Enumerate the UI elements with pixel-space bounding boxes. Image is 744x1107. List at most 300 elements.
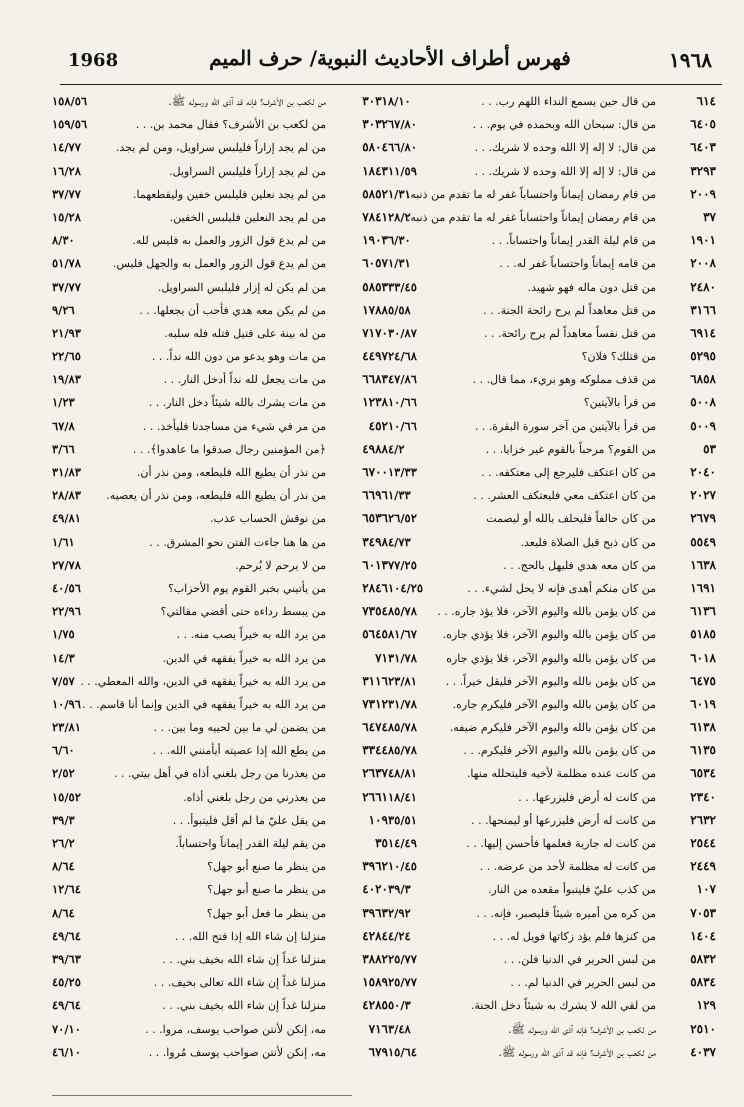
entry-text: من كان يؤمن بالله واليوم الآخر، فلا يؤذ جاره. . . bbox=[437, 605, 656, 619]
entry-number: ٧٠٥٣ bbox=[690, 905, 716, 920]
entry-reference: ٤/٢ bbox=[388, 441, 405, 456]
entry-number: ٢٥١٠ bbox=[690, 1021, 716, 1036]
entry-reference: ١٨/٤١ bbox=[388, 789, 417, 804]
index-entry bbox=[52, 1018, 388, 1041]
entry-number: ٦١٣٨ bbox=[690, 720, 716, 735]
entry-reference: ٨٥/٧٨ bbox=[388, 604, 417, 619]
index-entry bbox=[52, 415, 388, 438]
entry-reference: ١٠/٩٦ bbox=[52, 696, 81, 711]
entry-text: من كذب عليّ فليتبوأ مقعده من النار. bbox=[487, 883, 656, 897]
entry-reference: ٢٤/٦٨ bbox=[388, 349, 417, 364]
entry-number: ٤٩٨٨ bbox=[362, 441, 388, 456]
entry-text: من قرأ بالآيتين من آخر سورة البقرة. . . bbox=[474, 419, 656, 433]
index-entry bbox=[380, 577, 716, 600]
entry-number: ٤٢٨٤ bbox=[362, 928, 388, 943]
index-entry bbox=[380, 716, 716, 739]
entry-number: ٥٠٠٨ bbox=[690, 395, 716, 410]
entry-text: من له بينة على قتيل قتله فله سلبه. bbox=[164, 326, 326, 340]
entry-reference: ١٥٩/٥٦ bbox=[52, 117, 88, 132]
entry-reference: ٣/٦٦ bbox=[52, 441, 75, 456]
entry-reference: ١٤/٤٩ bbox=[388, 836, 417, 850]
index-entry bbox=[52, 925, 388, 948]
entry-number: ٥٨٥٣ bbox=[362, 279, 388, 294]
entry-reference: ٤٠/٥٦ bbox=[52, 580, 81, 595]
entry-text: من قتل دون ماله فهو شهيد. bbox=[527, 280, 656, 294]
index-entry bbox=[52, 531, 388, 554]
index-entry bbox=[52, 832, 388, 855]
entry-number: ١٦٣٨ bbox=[690, 557, 716, 572]
page-number-latin: 1968 bbox=[68, 50, 119, 71]
entry-reference: ٤٩/٨١ bbox=[52, 511, 81, 526]
index-entry bbox=[52, 160, 388, 183]
entry-text: من قتل معاهداً لم يرح رائحة الجنة. . . bbox=[483, 303, 656, 317]
entry-number: ٦١٤ bbox=[696, 94, 716, 108]
entry-reference: ٣١/٨٣ bbox=[52, 465, 81, 479]
entry-number: ١٠٧ bbox=[696, 882, 716, 897]
index-entry bbox=[380, 438, 716, 461]
entry-reference: ٤٨/٨١ bbox=[388, 766, 417, 781]
entry-text: من مات وهو يدعو من دون الله نداً. . . bbox=[151, 350, 326, 364]
entry-text: من مات يشرك بالله شيئاً دخل النار. . . bbox=[148, 396, 326, 410]
entry-reference: ١٥/٢٨ bbox=[52, 209, 81, 224]
index-entry bbox=[52, 461, 388, 484]
entry-number: ٦٠١٣ bbox=[362, 557, 388, 572]
index-entry bbox=[380, 461, 716, 484]
right-column bbox=[380, 90, 716, 1064]
index-entry bbox=[52, 878, 388, 901]
entry-text: من يرد الله به خيراً يفقهه في الدين. bbox=[162, 651, 326, 665]
index-entry bbox=[380, 647, 716, 670]
index-entry bbox=[380, 252, 716, 275]
entry-reference: ٧٧/٢٥ bbox=[388, 557, 417, 572]
index-entry bbox=[380, 994, 716, 1017]
entry-text: من لقي الله لا يشرك به شيئاً دخل الجنة. bbox=[471, 999, 656, 1013]
entry-reference: ٥١/٧٨ bbox=[52, 256, 81, 271]
entry-reference: ٣٠/٨٧ bbox=[388, 325, 417, 340]
index-entry bbox=[52, 136, 388, 159]
entry-text: من قال: سبحان الله وبحمده في يوم. . . bbox=[472, 118, 656, 132]
entry-number: ٤٥٢ bbox=[368, 418, 388, 433]
index-entry bbox=[380, 276, 716, 299]
entry-number: ٦٤٠٥ bbox=[690, 117, 716, 132]
index-entry bbox=[52, 623, 388, 646]
entry-reference: ٢٥/٧٧ bbox=[388, 951, 417, 966]
entry-number: ٦٠٥٧ bbox=[362, 256, 388, 271]
index-entry bbox=[52, 647, 388, 670]
entry-text: من يبسط رداءه حتى أقضي مقالتي؟ bbox=[160, 605, 326, 619]
entry-text: من نذر أن يطيع الله فليطعه، ومن نذر أن يعصيه. bbox=[106, 489, 326, 503]
entry-text: من كان اعتكف معي فليعتكف العشر. . . bbox=[473, 489, 656, 503]
entry-reference: ٢٣/٨١ bbox=[388, 673, 417, 688]
entry-number: ٥٨٠٤ bbox=[362, 140, 388, 155]
entry-text: من قرأ بالآيتين؟ bbox=[583, 396, 656, 410]
index-entry bbox=[380, 322, 716, 345]
entry-number: ٢٤٤٩ bbox=[690, 859, 716, 874]
entry-reference: ٨٥/٧٨ bbox=[388, 720, 417, 735]
entry-reference: ٣/٤٨ bbox=[388, 1021, 411, 1036]
entry-reference: ٣١/٧٨ bbox=[388, 696, 417, 711]
entry-text: من كان حالفاً فليحلف بالله أو ليصمت bbox=[486, 512, 656, 526]
entry-number: ١٢٣٨ bbox=[362, 395, 388, 410]
index-entry bbox=[380, 762, 716, 785]
page-number-arabic: ١٩٦٨ bbox=[669, 48, 712, 72]
left-column bbox=[52, 90, 388, 1064]
index-entry bbox=[52, 670, 388, 693]
entry-number: ٥١٨٥ bbox=[690, 627, 716, 642]
entry-reference: ١/٣١ bbox=[388, 256, 411, 271]
index-entry bbox=[52, 577, 388, 600]
index-entry bbox=[52, 739, 388, 762]
entry-reference: ٧/٥٧ bbox=[52, 673, 75, 688]
entry-number: ٣٤٩٨ bbox=[362, 534, 388, 549]
entry-text: من لم يدع قول الزور والعمل به والجهل فليس. bbox=[113, 257, 326, 271]
index-entry bbox=[52, 600, 388, 623]
entry-number: ٧١٦ bbox=[368, 1021, 388, 1036]
entry-reference: ٨/٦٤ bbox=[52, 905, 75, 920]
entry-text: من قذف مملوكه وهو بريء، مما قال. . . bbox=[472, 373, 656, 387]
entry-text: منزلنا غداً إن شاء الله بخيف بني. . . bbox=[162, 952, 326, 966]
entry-text: من لبس الحرير في الدنيا لم. . . bbox=[510, 976, 656, 990]
entry-number: ١٨٤٣ bbox=[362, 163, 388, 178]
index-entry bbox=[52, 183, 388, 206]
entry-reference: ٢٣/٨١ bbox=[52, 720, 81, 735]
entry-number: ٤٠٣٧ bbox=[690, 1044, 716, 1059]
entry-reference: ٦٧/٨٠ bbox=[388, 117, 417, 132]
entry-text: منزلنا غداً إن شاء الله تعالى بخيف. . . bbox=[153, 976, 326, 990]
entry-text: من قامه إيماناً واحتساباً غفر له. . . bbox=[499, 257, 656, 271]
entry-text: من ينظر ما فعل أبو جهل؟ bbox=[206, 906, 326, 920]
entry-number: ٣٣٤٤ bbox=[362, 743, 388, 758]
entry-text: من لكعب بن الأشرف؟ فإنه قد آذى الله ورسوله ﷺ. bbox=[168, 95, 326, 108]
entry-number: ١٠٩ bbox=[368, 812, 388, 827]
index-entry bbox=[380, 623, 716, 646]
entry-text: من كان اعتكف فليرجع إلى معتكفه. . . bbox=[481, 466, 656, 479]
entry-text: من يأتيني بخبر القوم يوم الأحزاب؟ bbox=[167, 581, 326, 595]
entry-reference: ١١/٥٩ bbox=[388, 163, 417, 178]
entry-text: منزلنا إن شاء الله إذا فتح الله. . . bbox=[174, 929, 326, 943]
entry-text: من مر في شيء من مساجدنا فليأخذ. . . bbox=[142, 419, 326, 433]
entry-reference: ٤٩/٦٤ bbox=[52, 998, 81, 1013]
index-entry bbox=[52, 762, 388, 785]
entry-reference: ١٠/٦٦ bbox=[388, 418, 417, 433]
index-entry bbox=[380, 531, 716, 554]
entry-text: من ينظر ما صنع أبو جهل؟ bbox=[207, 860, 326, 874]
entry-number: ٢٥٤٤ bbox=[690, 836, 716, 850]
entry-number: ٦٧٩ bbox=[368, 1044, 388, 1059]
entry-reference: ٢٨/٨٣ bbox=[52, 488, 81, 503]
entry-number: ٤٠٢٠ bbox=[362, 882, 388, 897]
entry-number: ٥٣ bbox=[703, 441, 716, 456]
entry-reference: ١٠٤/٢٥ bbox=[388, 580, 424, 595]
index-entry bbox=[380, 507, 716, 530]
index-entry bbox=[52, 368, 388, 391]
entry-text: من يعذرنا من رجل بلغني أذاه في أهل بيتي. . . bbox=[113, 767, 326, 781]
entry-text: من مات يجعل لله نداً أدخل النار. . . bbox=[163, 373, 326, 387]
entry-number: ٥٠٠٩ bbox=[690, 418, 716, 433]
index-entry bbox=[52, 206, 388, 229]
entry-number: ٧١ bbox=[375, 650, 388, 665]
entry-text: من كان منكم أهدى فإنه لا يحل لشيء. . . bbox=[467, 581, 656, 595]
entry-number: ٢٠٢٧ bbox=[690, 488, 716, 503]
index-entry bbox=[380, 206, 716, 229]
entry-text: من كانت له مظلمة لأحد من عرضه. . . bbox=[479, 860, 656, 874]
entry-number: ٢٨٤٦ bbox=[362, 580, 388, 595]
index-entry bbox=[380, 855, 716, 878]
entry-reference: ١/٧٥ bbox=[52, 627, 75, 642]
entry-reference: ١٩/٨٣ bbox=[52, 372, 81, 387]
entry-number: ٦٦٩٦ bbox=[362, 488, 388, 503]
entry-text: من قام رمضان إيماناً واحتساباً غفر له ما تقدم من ذنبه. bbox=[406, 210, 656, 224]
page-title: فهرس أطراف الأحاديث النبوية/ حرف الميم bbox=[209, 46, 571, 70]
entry-text: من ينظر ما صنع أبو جهل؟ bbox=[207, 883, 326, 897]
page-header bbox=[60, 40, 720, 80]
entry-reference: ٤/٧٣ bbox=[388, 534, 411, 549]
index-entry bbox=[52, 809, 388, 832]
entry-text: من كانت عنده مظلمة لأخيه فليتحلله منها. bbox=[466, 767, 656, 781]
entry-number: ٢٠٠٩ bbox=[690, 186, 716, 201]
entry-reference: ٣١/٧٨ bbox=[388, 650, 417, 665]
entry-reference: ٦٦/٨٠ bbox=[388, 140, 417, 155]
entry-reference: ٣٩/٣ bbox=[388, 882, 411, 897]
entry-reference: ٢٦/٢ bbox=[52, 836, 75, 850]
index-entry bbox=[52, 693, 388, 716]
entry-text: من لم يجد إزاراً فليلبس السراويل. bbox=[169, 164, 326, 178]
entry-text: من نذر أن يطيع الله فليطعه، ومن نذر أن. bbox=[136, 466, 326, 479]
index-entry bbox=[380, 809, 716, 832]
entry-text: من قام رمضان إيماناً واحتساباً غفر له ما تقدم من ذنبه. bbox=[406, 187, 656, 201]
entry-reference: ٣٩/٦٣ bbox=[52, 951, 81, 966]
entry-text: ﴿من المؤمنين رجال صدقوا ما عاهدوا﴾. . . bbox=[132, 442, 326, 456]
entry-number: ٣٨٨٢ bbox=[362, 951, 388, 966]
index-entry bbox=[380, 136, 716, 159]
index-entry bbox=[52, 484, 388, 507]
entry-text: من يرد الله به خيراً يفقهه في الدين وإنما أنا قاسم. . . bbox=[82, 697, 326, 711]
index-entry bbox=[380, 415, 716, 438]
index-entry bbox=[380, 878, 716, 901]
entry-number: ٥٥٤٩ bbox=[690, 534, 716, 549]
entry-text: من كانت له أرض فليزرعها أو ليمنحها. . . bbox=[471, 813, 656, 827]
entry-number: ٣٧ bbox=[703, 209, 716, 224]
entry-text: من كانت له أرض فليزرعها. . . bbox=[518, 790, 656, 804]
entry-reference: ١٣/٣٣ bbox=[388, 465, 417, 479]
entry-reference: ٣٧/٧٧ bbox=[52, 186, 81, 201]
entry-number: ١٩٠١ bbox=[690, 233, 716, 248]
entry-text: من كان معه هدي فليهل بالحج. . . bbox=[503, 558, 656, 572]
entry-number: ٥٨٣٢ bbox=[690, 951, 716, 966]
entry-number: ٣٠٣٢ bbox=[362, 117, 388, 132]
entry-number: ٤٤٩٧ bbox=[362, 349, 388, 364]
entry-text: من لم يجد إزاراً فليلبس سراويل، ومن لم يجد. bbox=[115, 141, 326, 155]
index-entry bbox=[380, 183, 716, 206]
entry-reference: ٨/٣٠ bbox=[52, 233, 75, 248]
entry-text: من القوم؟ مرحباً بالقوم غير خزايا. . . bbox=[485, 442, 656, 456]
entry-reference: ٥٠/٣ bbox=[388, 998, 411, 1013]
index-entry bbox=[380, 299, 716, 322]
index-entry bbox=[380, 229, 716, 252]
index-entry bbox=[52, 113, 388, 136]
entry-number: ٦١٣٥ bbox=[690, 743, 716, 758]
index-entry bbox=[380, 554, 716, 577]
entry-text: من كان ذبح قبل الصلاة فليعد. bbox=[520, 535, 656, 549]
entry-reference: ١٠/٦٦ bbox=[388, 395, 417, 410]
entry-number: ٦٤٠٣ bbox=[690, 140, 716, 155]
index-entry bbox=[52, 229, 388, 252]
entry-number: ٧٨٤١ bbox=[362, 209, 388, 224]
entry-text: من قتلك؟ فلان؟ bbox=[581, 350, 656, 364]
entry-text: من لكعب بن الأشرف؟ فإنه قد آذى الله ورسوله ﷺ. bbox=[498, 1045, 656, 1059]
entry-reference: ١٦/٢٨ bbox=[52, 163, 81, 178]
entry-text: من نوقش الحساب عذب. bbox=[210, 512, 326, 526]
entry-reference: ٨/٦٤ bbox=[52, 859, 75, 874]
entry-number: ٢٠٠٨ bbox=[690, 256, 716, 271]
entry-reference: ١/٣٣ bbox=[388, 488, 411, 503]
index-entry bbox=[380, 484, 716, 507]
entry-number: ٦٩١٤ bbox=[690, 325, 716, 340]
index-entry bbox=[52, 994, 388, 1017]
entry-reference: ٢٦/٥٢ bbox=[388, 511, 417, 526]
index-entry bbox=[380, 113, 716, 136]
entry-text: من لم يجد النعلين فليلبس الخفين. bbox=[169, 210, 326, 224]
entry-number: ٢٠٤٠ bbox=[690, 465, 716, 479]
entry-number: ٢٣٤٠ bbox=[690, 789, 716, 804]
entry-text: من يقل عليّ ما لم أقل فليتبوأ. . . bbox=[172, 813, 326, 827]
entry-reference: ٩/٢٦ bbox=[52, 302, 75, 317]
entry-number: ٦٦٨٣ bbox=[362, 372, 388, 387]
entry-reference: ١٤/٣ bbox=[52, 650, 75, 665]
entry-number: ٣١١٦ bbox=[362, 673, 388, 688]
index-entry bbox=[52, 507, 388, 530]
index-entry bbox=[52, 252, 388, 275]
entry-number: ١٧٨٨ bbox=[362, 302, 388, 317]
index-entry bbox=[380, 1041, 716, 1064]
index-entry bbox=[52, 554, 388, 577]
entry-reference: ٨/١٠ bbox=[388, 94, 411, 108]
index-entry bbox=[380, 693, 716, 716]
index-entry bbox=[52, 948, 388, 971]
entry-text: من كره من أميره شيئاً فليصبر، فإنه. . . bbox=[476, 906, 656, 920]
entry-text: من كان يؤمن بالله واليوم الآخر، فلا يؤذي جاره bbox=[446, 651, 656, 665]
entry-reference: ٢١/٩٣ bbox=[52, 325, 81, 340]
entry-number: ٢٦٣٧ bbox=[362, 766, 388, 781]
index-entry bbox=[380, 345, 716, 368]
entry-number: ٦٤٧٥ bbox=[690, 673, 716, 688]
entry-number: ٧١٧٠ bbox=[362, 325, 388, 340]
entry-reference: ٢٨/٢ bbox=[388, 209, 411, 224]
index-entry bbox=[380, 90, 716, 113]
entry-number: ٦١٣٦ bbox=[690, 604, 716, 619]
entry-text: من كانت له جارية فعلمها فأحسن إليها. . . bbox=[466, 837, 656, 850]
index-entry bbox=[52, 971, 388, 994]
entry-reference: ١/٦١ bbox=[52, 534, 75, 549]
entry-reference: ١٥/٦٤ bbox=[388, 1044, 417, 1059]
entry-text: مه، إنكن لأنتن صواحب يوسف مُروا. . . bbox=[148, 1045, 326, 1059]
entry-text: من يضمن لي ما بين لحييه وما بين. . . bbox=[153, 721, 326, 735]
entry-reference: ٦/٣٠ bbox=[388, 233, 411, 248]
entry-text: من قال: لا إله إلا الله وحده لا شريك. . . bbox=[474, 164, 656, 178]
index-entry bbox=[52, 855, 388, 878]
entry-text: من لم يجد نعلين فليلبس خفين وليقطعهما. bbox=[133, 187, 326, 201]
index-entry bbox=[380, 160, 716, 183]
entry-number: ٤٢٨٥ bbox=[362, 998, 388, 1013]
entry-number: ٣٠٣١ bbox=[362, 94, 388, 108]
index-entry bbox=[52, 716, 388, 739]
entry-text: من لكعب بن الأشرف؟ فإنه آذى الله ورسوله ﷺ. bbox=[508, 1022, 656, 1036]
entry-text: من يطع الله إذا عصيته أيأمنني الله. . . bbox=[152, 744, 326, 758]
entry-number: ٥٦٤٥ bbox=[362, 627, 388, 642]
index-entry bbox=[52, 276, 388, 299]
entry-reference: ١٥/٥٢ bbox=[52, 789, 81, 804]
entry-number: ٣٩٦٣ bbox=[362, 905, 388, 920]
entry-number: ٦٠١٨ bbox=[690, 650, 716, 665]
index-entry bbox=[52, 902, 388, 925]
entry-reference: ٤٦/١٠ bbox=[52, 1044, 81, 1059]
entry-text: من لكعب بن الأشرف؟ فقال محمد بن. . . bbox=[135, 118, 326, 132]
entry-text: من كنزها فلم يؤد زكاتها فويل له. . . bbox=[492, 929, 656, 943]
entry-reference: ١/٣١ bbox=[388, 186, 411, 201]
entry-number: ٢٦٦١ bbox=[362, 789, 388, 804]
entry-text: من كان يؤمن بالله واليوم الآخر فليكرم ضيفه. bbox=[449, 721, 656, 735]
entry-text: من قام ليلة القدر إيماناً واحتساباً. . . bbox=[491, 234, 656, 248]
entry-text: من قال: لا إله إلا الله وحده لا شريك. . . bbox=[474, 141, 656, 155]
index-entry bbox=[52, 1041, 388, 1064]
entry-reference: ١٥٨/٥٦ bbox=[52, 94, 88, 108]
entry-number: ٢٦٣٢ bbox=[690, 812, 716, 827]
entry-text: من ها هنا جاءت الفتن نحو المشرق. . . bbox=[149, 535, 326, 549]
index-entry bbox=[380, 1018, 716, 1041]
entry-reference: ٨١/٦٧ bbox=[388, 627, 417, 642]
index-entry bbox=[52, 90, 388, 113]
entry-number: ٣٢٩٣ bbox=[690, 163, 716, 178]
entry-reference: ٦٧/٨ bbox=[52, 418, 75, 433]
entry-text: من يرد الله به خيراً يفقهه في الدين، والله المعطي. . . bbox=[80, 674, 326, 688]
entry-text: من قتل نفساً معاهداً لم يرح رائحة. . . bbox=[484, 326, 656, 340]
footer-divider bbox=[52, 1095, 352, 1096]
entry-reference: ١٤/٧٧ bbox=[52, 140, 81, 155]
entry-reference: ١٠/٤٥ bbox=[388, 859, 417, 874]
entry-text: مه، إنكن لأنتن صواحب يوسف، مروا. . . bbox=[145, 1022, 326, 1036]
index-entry bbox=[380, 925, 716, 948]
entry-number: ٧٣١٢ bbox=[362, 696, 388, 711]
entry-reference: ٣٧/٧٧ bbox=[52, 279, 81, 294]
entry-number: ٢٦٧٩ bbox=[690, 511, 716, 526]
entry-number: ١٥٨٩ bbox=[362, 975, 388, 990]
entry-text: من قال حين يسمع النداء اللهم رب. . . bbox=[481, 95, 656, 108]
entry-number: ٥٢٩٥ bbox=[690, 349, 716, 364]
index-entry bbox=[380, 786, 716, 809]
index-entry bbox=[52, 391, 388, 414]
index-entry bbox=[52, 786, 388, 809]
entry-number: ٦٤٧٤ bbox=[362, 720, 388, 735]
entry-text: من كان يؤمن بالله واليوم الآخر، فلا يؤذي جاره. bbox=[442, 628, 656, 642]
entry-reference: ٣٣/٤٥ bbox=[388, 279, 417, 294]
entry-number: ٦٥٣٤ bbox=[690, 766, 716, 781]
index-entry bbox=[380, 739, 716, 762]
index-entry bbox=[380, 670, 716, 693]
entry-number: ٢٤٨٠ bbox=[690, 279, 716, 294]
index-entry bbox=[380, 971, 716, 994]
index-entry bbox=[380, 902, 716, 925]
entry-reference: ٣٥/٥١ bbox=[388, 812, 417, 827]
entry-number: ١٤٠٤ bbox=[690, 928, 716, 943]
entry-number: ١٦٩١ bbox=[690, 580, 716, 595]
entry-reference: ٨٥/٧٨ bbox=[388, 743, 417, 758]
index-entry bbox=[52, 438, 388, 461]
entry-text: من كان يؤمن بالله واليوم الآخر فليقل خيراً. . . bbox=[445, 674, 656, 688]
index-entry bbox=[380, 391, 716, 414]
entry-text: من كان يؤمن بالله واليوم الآخر فليكرم. . . bbox=[463, 744, 656, 758]
entry-text: من لم يدع قول الزور والعمل به فليس لله. bbox=[132, 234, 326, 248]
index-entry bbox=[380, 948, 716, 971]
